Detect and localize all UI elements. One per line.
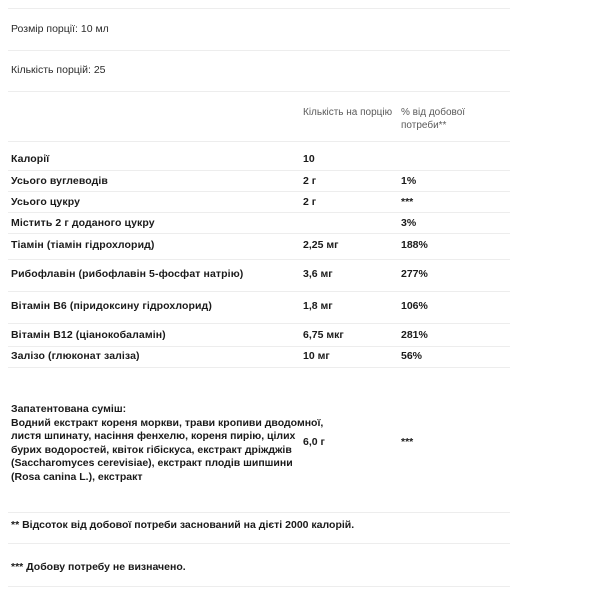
row-label: Усього вуглеводів [11,175,108,187]
blend-line: Запатентована суміш: [11,403,127,415]
row-label: Тіамін (тіамін гідрохлорид) [11,239,155,251]
row-amount: 6,75 мкг [303,329,344,341]
table-row [0,323,600,346]
row-daily-value: 277% [401,268,428,280]
table-row [0,170,600,191]
row-daily-value: 188% [401,239,428,251]
divider-bottom [8,586,510,587]
divider-after-footnote-1 [8,543,510,544]
row-daily-value: 3% [401,217,417,229]
divider-after-servings-count [8,91,510,92]
row-label: Містить 2 г доданого цукру [11,217,155,229]
divider-before-footnote-1 [8,512,510,513]
row-label: Вітамін B12 (ціанокобаламін) [11,329,166,341]
row-daily-value: 106% [401,300,428,312]
divider-after-headers [8,141,510,142]
blend-line: (Rosa canina L.), екстракт [11,470,143,483]
row-amount: 10 мг [303,350,330,362]
header-daily-value-line2: потреби** [401,120,447,131]
row-amount: 1,8 мг [303,300,333,312]
row-daily-value: *** [401,196,414,208]
serving-size-line: Розмір порції: 10 мл [11,23,109,35]
table-row [0,259,600,291]
header-daily-value [401,106,506,132]
table-row [0,212,600,233]
table-row [0,191,600,212]
row-label: Вітамін B6 (піридоксину гідрохлорид) [11,300,212,312]
blend-line: (Saccharomyces cerevisiae), екстракт плодів шипшини [11,457,293,470]
blend-line: листя шпинату, насіння фенхелю, кореня пирію, цілих [11,430,296,443]
header-amount-per-serving: Кількість на порцію [303,107,393,118]
blend-line: бурих водоростей, квіток гібіскуса, екстракт дріжджів [11,443,292,456]
row-label: Калорії [11,153,50,165]
blend-line: Водний екстракт кореня моркви, трави кропиви дводомної, [11,416,324,429]
row-label: Усього цукру [11,196,81,208]
row-daily-value: 1% [401,175,417,187]
row-amount: 2 г [303,175,317,187]
proprietary-blend-daily-value: *** [401,436,414,448]
row-amount: 2,25 мг [303,239,339,251]
footnote-daily-value-not-established: *** Добову потребу не визначено. [11,561,186,573]
row-amount: 2 г [303,196,317,208]
row-amount: 10 [303,153,315,165]
table-row [0,291,600,323]
row-daily-value: 56% [401,350,423,362]
table-row [0,346,600,367]
divider-top [8,8,510,9]
table-row [0,233,600,259]
proprietary-blend-row [0,367,600,507]
row-amount: 3,6 мг [303,268,333,280]
footnote-daily-value-basis: ** Відсоток від добової потреби заснований на дієті 2000 калорій. [11,519,355,531]
divider-after-serving-size [8,50,510,51]
row-label: Рибофлавін (рибофлавін 5-фосфат натрію) [11,268,244,280]
proprietary-blend-amount: 6,0 г [303,436,325,448]
table-row [0,149,600,170]
servings-per-container-line: Кількість порцій: 25 [11,64,106,76]
header-daily-value-line1: % від добової [401,107,466,118]
row-label: Залізо (глюконат заліза) [11,350,140,362]
row-daily-value: 281% [401,329,428,341]
